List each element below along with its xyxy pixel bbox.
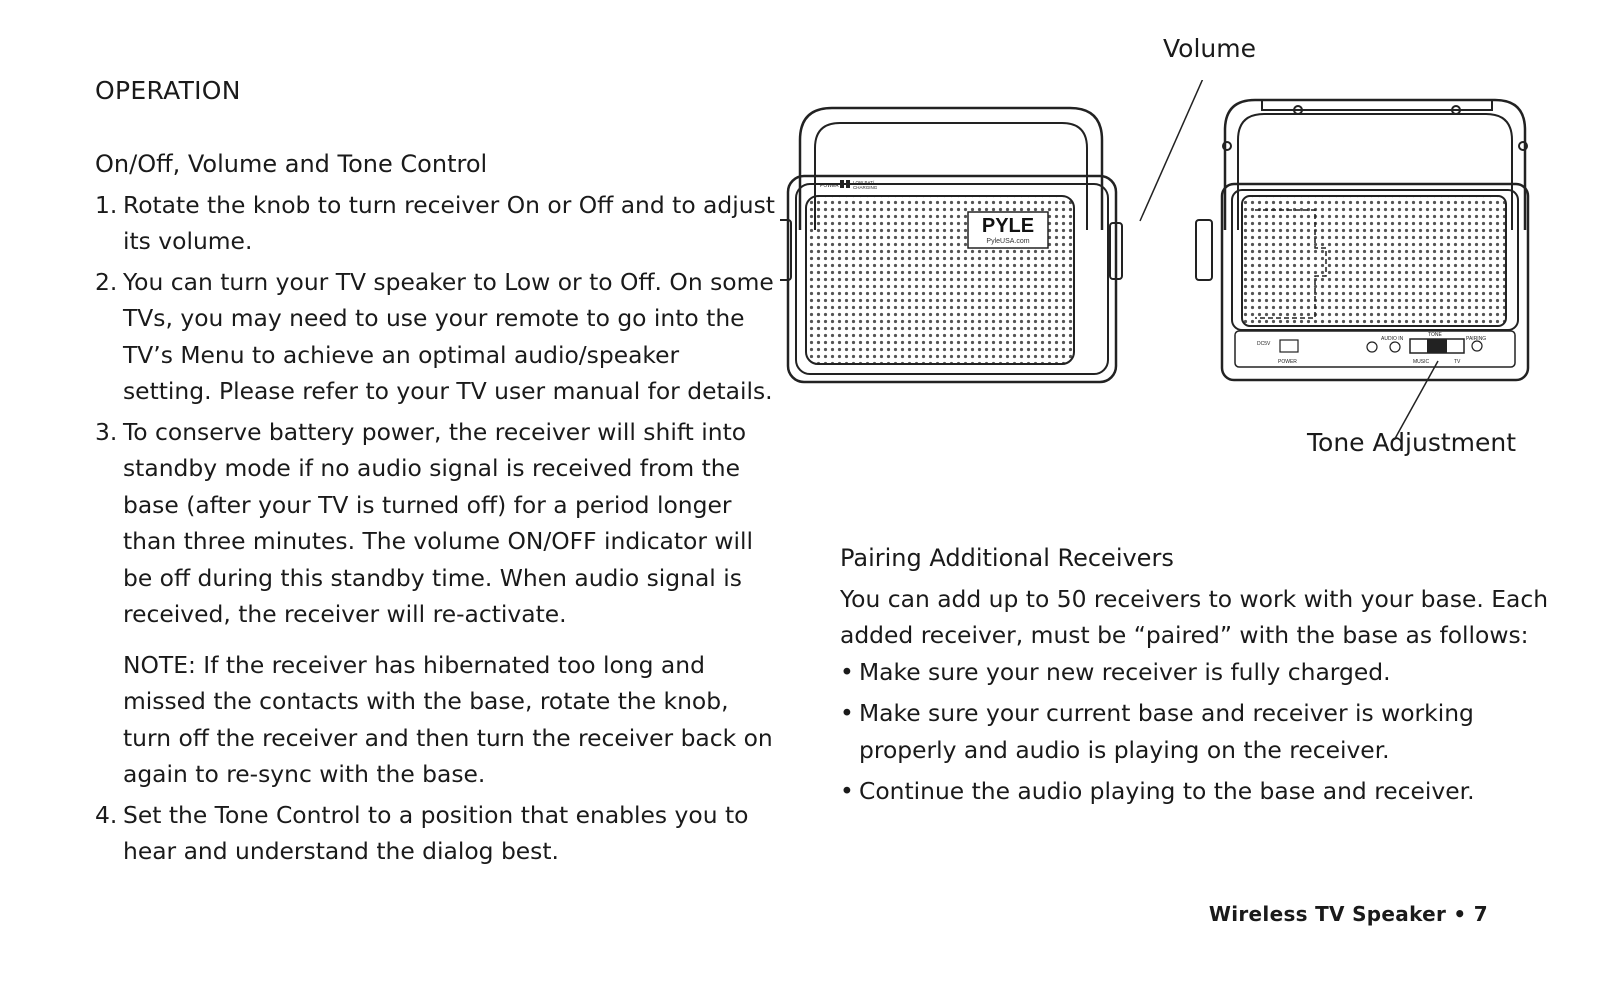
list-item bbox=[840, 773, 1570, 810]
music-label: MUSIC bbox=[1413, 359, 1430, 365]
speaker-diagram bbox=[780, 80, 1570, 440]
list-item bbox=[95, 797, 775, 870]
pairing-intro: You can add up to 50 receivers to work with your base. Each added receiver, must be “paired” with the base as follows: bbox=[840, 584, 1549, 649]
volume-leader-line bbox=[1140, 80, 1205, 221]
dc5v-label: DC5V bbox=[1257, 341, 1271, 347]
pairing-bullet-list bbox=[840, 654, 1570, 810]
bullet-icon: • bbox=[840, 777, 854, 805]
front-power-label: POWER bbox=[820, 183, 839, 189]
item-text: Rotate the knob to turn receiver On or Off and to adjust its volume. bbox=[123, 190, 775, 255]
headphone-jack bbox=[1367, 342, 1377, 352]
note-text: NOTE: If the receiver has hibernated too long and missed the contacts with the base, rotate the knob, turn off the receiver and then turn the receiver back on again to re-sync with the base. bbox=[123, 650, 773, 788]
list-item bbox=[95, 414, 775, 793]
list-item bbox=[840, 654, 1570, 691]
instruction-list bbox=[95, 187, 775, 870]
operation-section bbox=[95, 146, 775, 874]
item-number: 2. bbox=[95, 267, 118, 296]
page-title: OPERATION bbox=[95, 76, 241, 105]
list-item bbox=[95, 264, 775, 410]
audio-in-label: AUDIO IN bbox=[1381, 336, 1404, 342]
section-title-on-off: On/Off, Volume and Tone Control bbox=[95, 150, 488, 178]
list-item bbox=[840, 695, 1570, 768]
volume-callout-label: Volume bbox=[1163, 34, 1256, 63]
section-title-pairing: Pairing Additional Receivers bbox=[840, 544, 1174, 572]
bullet-icon: • bbox=[840, 657, 854, 686]
tone-leader-line bbox=[1392, 361, 1438, 440]
item-number: 4. bbox=[95, 800, 118, 829]
item-text: Set the Tone Control to a position that enables you to hear and understand the dialog best. bbox=[123, 800, 749, 865]
item-number: 1. bbox=[95, 190, 118, 219]
tone-label: TONE bbox=[1428, 332, 1442, 338]
brand-website: PyleUSA.com bbox=[986, 238, 1030, 245]
tv-label: TV bbox=[1454, 359, 1461, 365]
bullet-text: Continue the audio playing to the base and receiver. bbox=[859, 777, 1475, 805]
bullet-icon: • bbox=[840, 699, 854, 727]
page-footer: Wireless TV Speaker • 7 bbox=[1208, 902, 1488, 926]
pairing-button bbox=[1472, 341, 1482, 351]
audio-in-jack bbox=[1390, 342, 1400, 352]
low-bat-label: LOW BAT/ bbox=[853, 180, 875, 185]
item-text: To conserve battery power, the receiver will shift into standby mode if no audio signal is received from the base (after your TV is turned off) for a period longer than three minutes. The volume ON/OFF indicator will be off during this standby time. When audio signal is received, the receiver will re-activate. bbox=[123, 417, 754, 628]
back-power-label: POWER bbox=[1278, 359, 1297, 365]
item-text: You can turn your TV speaker to Low or to Off. On some TVs, you may need to use your remote to go into the TV’s Menu to achieve an optimal audio/speaker setting. Please refer to your TV user manual for details. bbox=[123, 267, 774, 405]
bullet-text: Make sure your new receiver is fully charged. bbox=[859, 657, 1391, 686]
list-item bbox=[95, 187, 775, 260]
brand-logo: PYLE bbox=[981, 215, 1035, 237]
charging-label: CHARGING bbox=[853, 185, 878, 190]
tone-callout-label: Tone Adjustment bbox=[1307, 428, 1517, 457]
front-speaker-illustration bbox=[780, 108, 1122, 382]
pairing-label: PAIRING bbox=[1466, 336, 1487, 342]
pairing-section bbox=[840, 540, 1570, 815]
item-number: 3. bbox=[95, 417, 118, 446]
bullet-text: Make sure your current base and receiver is working properly and audio is playing on the receiver. bbox=[859, 699, 1474, 764]
